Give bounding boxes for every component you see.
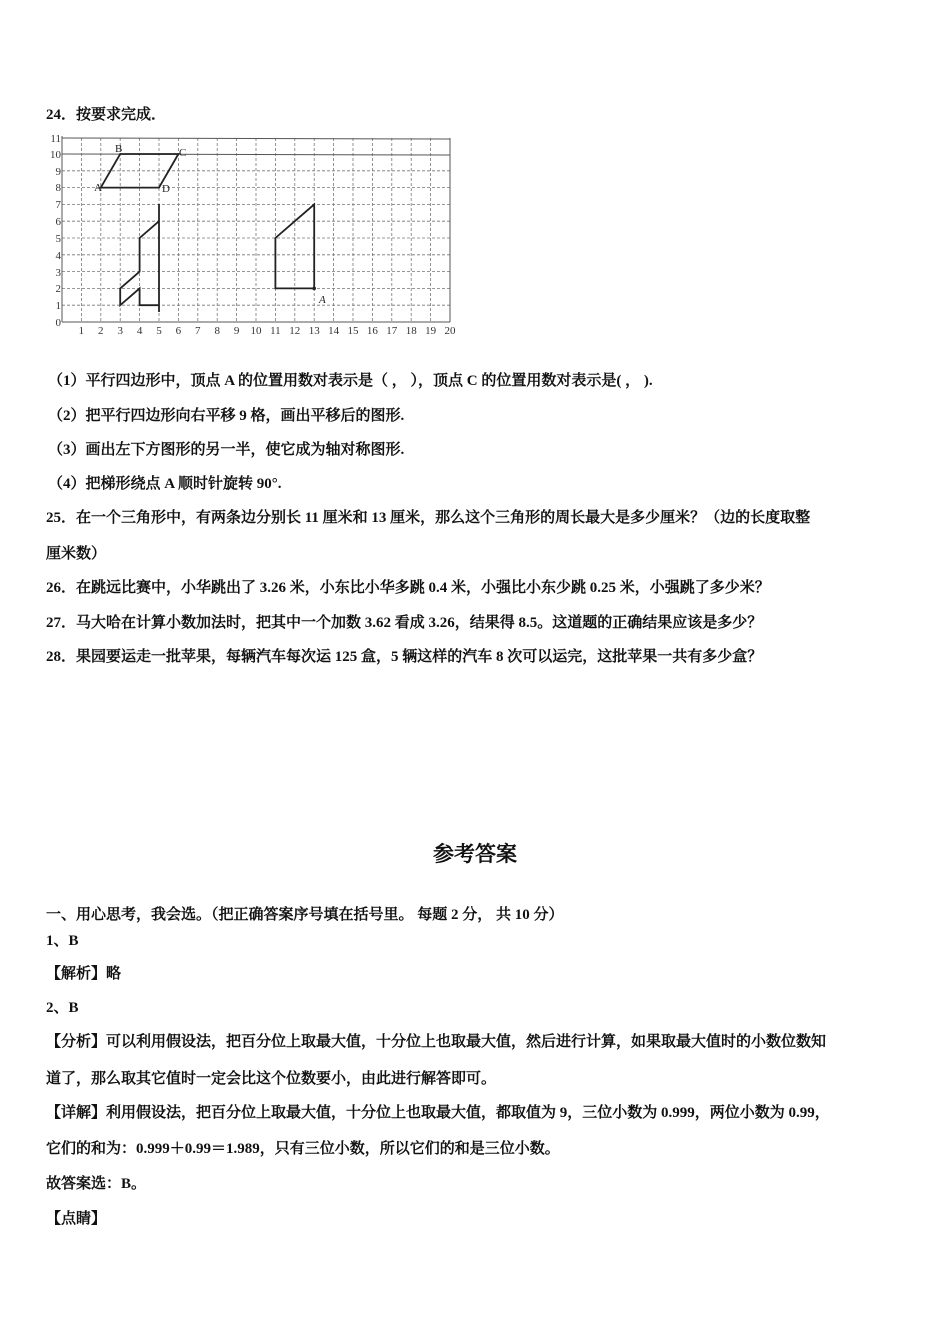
label-B: B (115, 143, 123, 155)
svg-text:3: 3 (117, 325, 123, 337)
svg-text:10: 10 (250, 325, 262, 337)
coordinate-grid (40, 128, 460, 343)
question-25-line-2: 厘米数） (46, 546, 107, 562)
svg-text:7: 7 (195, 325, 201, 337)
svg-text:4: 4 (136, 325, 143, 337)
svg-text:5: 5 (55, 233, 61, 245)
question-25-line-1: 25．在一个三角形中，有两条边分别长 11 厘米和 13 厘米，那么这个三角形的周长最大是多少厘米？（边的长度取整 (46, 510, 811, 526)
label-A-trapezoid: A (319, 294, 326, 306)
svg-text:6: 6 (55, 216, 61, 228)
svg-text:13: 13 (308, 325, 320, 337)
svg-text:8: 8 (55, 182, 61, 194)
question-24-part-4: （4）把梯形绕点 A 顺时针旋转 90°. (48, 476, 282, 492)
answer-1: 1、B (46, 933, 79, 949)
svg-text:19: 19 (425, 325, 437, 337)
answer-2-comment: 【点睛】 (46, 1211, 107, 1227)
label-D: D (162, 183, 170, 195)
question-27: 27．马大哈在计算小数加法时，把其中一个加数 3.62 看成 3.26，结果得 8.5。这道题的正确结果应该是多少？ (46, 615, 763, 631)
svg-text:2: 2 (55, 283, 61, 295)
answer-2: 2、B (46, 1000, 79, 1016)
svg-text:5: 5 (156, 325, 162, 337)
svg-text:4: 4 (55, 250, 61, 262)
svg-text:12: 12 (289, 325, 301, 337)
svg-text:14: 14 (328, 325, 340, 337)
answer-1-analysis: 【解析】略 (46, 966, 122, 982)
svg-text:16: 16 (366, 325, 378, 337)
question-24-part-3: （3）画出左下方图形的另一半，使它成为轴对称图形. (48, 442, 405, 458)
svg-text:18: 18 (405, 325, 417, 337)
svg-text:20: 20 (444, 325, 456, 337)
answer-2-analysis-line-2: 道了，那么取其它值时一定会比这个位数要小，由此进行解答即可。 (46, 1071, 497, 1087)
answers-section-1: 一、用心思考，我会选。（把正确答案序号填在括号里。 每题 2 分， 共 10 分） (46, 907, 564, 923)
answers-heading: 参考答案 (433, 842, 517, 866)
svg-text:11: 11 (270, 325, 281, 337)
svg-text:1: 1 (78, 325, 85, 337)
question-24-title: 24．按要求完成． (46, 107, 167, 123)
question-24-part-2: （2）把平行四边形向右平移 9 格，画出平移后的图形. (48, 408, 405, 424)
answer-2-analysis-line-1: 【分析】可以利用假设法，把百分位上取最大值，十分位上也取最大值，然后进行计算，如果取最大值时的小数位数知 (46, 1034, 827, 1050)
svg-text:15: 15 (347, 325, 359, 337)
svg-text:1: 1 (55, 300, 61, 312)
answer-2-detail-line-1: 【详解】利用假设法，把百分位上取最大值，十分位上也取最大值，都取值为 9，三位小数为 0.999，两位小数为 0.99， (46, 1105, 830, 1121)
svg-text:8: 8 (214, 325, 220, 337)
svg-text:0: 0 (55, 317, 61, 329)
svg-text:3: 3 (55, 267, 61, 279)
svg-text:9: 9 (55, 166, 61, 178)
question-28: 28．果园要运走一批苹果，每辆汽车每次运 125 盒，5 辆这样的汽车 8 次可以运完，这批苹果一共有多少盒？ (46, 649, 763, 665)
label-A: A (94, 182, 102, 194)
label-C: C (179, 147, 187, 159)
svg-text:11: 11 (50, 133, 61, 145)
answer-2-choice: 故答案选：B。 (46, 1176, 147, 1192)
svg-text:17: 17 (386, 325, 398, 337)
svg-text:6: 6 (175, 325, 182, 337)
question-26: 26．在跳远比赛中，小华跳出了 3.26 米，小东比小华多跳 0.4 米，小强比小东少跳 0.25 米，小强跳了多少米？ (46, 580, 770, 596)
question-24-part-1: （1）平行四边形中，顶点 A 的位置用数对表示是（ ， ），顶点 C 的位置用数对表示是( ， ). (48, 373, 653, 389)
svg-text:7: 7 (55, 199, 61, 211)
answer-2-detail-line-2: 它们的和为：0.999＋0.99＝1.989，只有三位小数，所以它们的和是三位小数。 (46, 1141, 560, 1157)
svg-text:9: 9 (233, 325, 240, 337)
svg-text:10: 10 (50, 149, 61, 161)
svg-text:2: 2 (98, 325, 104, 337)
